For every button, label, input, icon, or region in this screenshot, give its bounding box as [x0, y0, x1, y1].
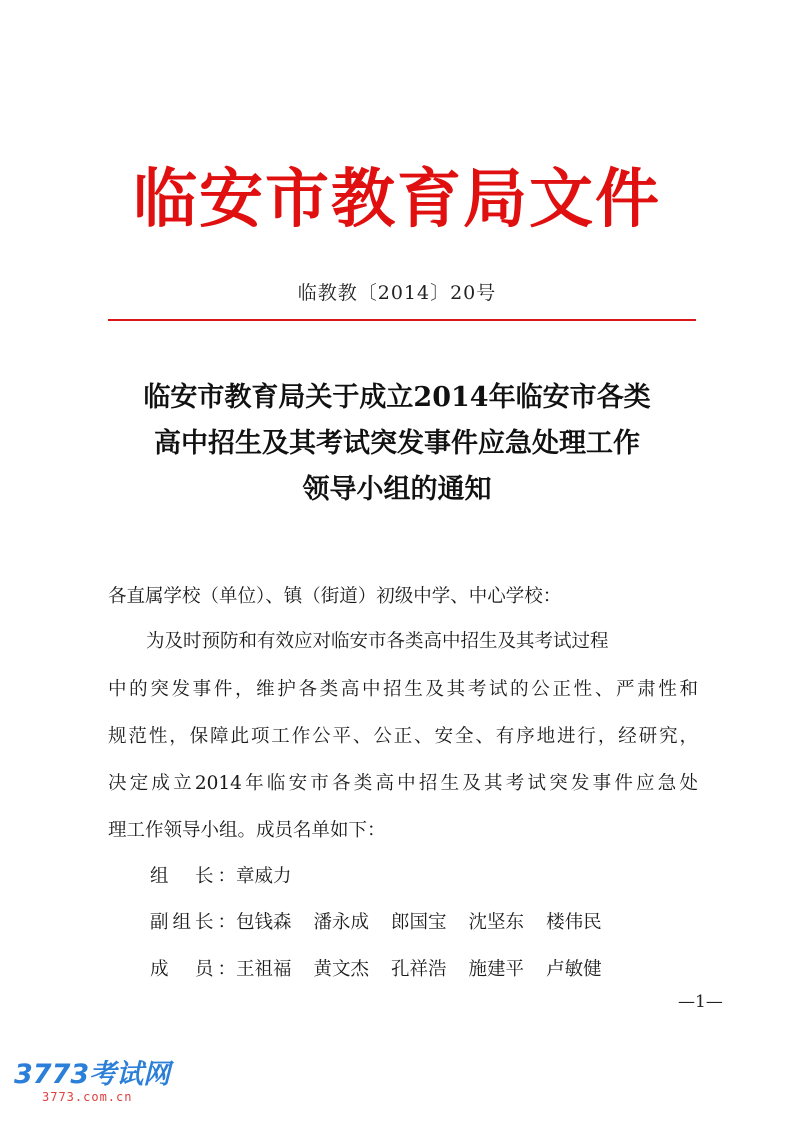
- document-header-title: 临安市教育局文件: [133, 162, 661, 237]
- watermark-url-text: 3773.com.cn: [42, 1090, 133, 1104]
- member-name: 楼伟民: [546, 912, 602, 933]
- member-name: 郎国宝: [391, 912, 447, 933]
- member-row-members: [150, 955, 624, 981]
- member-row-deputy: [150, 908, 624, 934]
- role-label: 成 员：: [150, 959, 236, 980]
- member-name: 施建平: [468, 959, 525, 980]
- paragraph-line-3: 规范性，保障此项工作公平、公正、安全、有序地进行，经研究，: [108, 726, 698, 747]
- member-name: 卢敏健: [546, 959, 602, 980]
- member-row-leader: [150, 862, 314, 888]
- notice-title: [0, 375, 794, 513]
- member-name: 王祖福: [236, 959, 292, 980]
- paragraph-line-5: 理工作领导小组。成员名单如下：: [108, 820, 386, 841]
- member-name: 潘永成: [313, 912, 370, 933]
- member-name: 黄文杰: [313, 959, 370, 980]
- notice-title-line-1: 临安市教育局关于成立2014年临安市各类: [143, 382, 651, 413]
- member-name: 沈坚东: [468, 912, 525, 933]
- role-label: 组 长：: [150, 866, 236, 887]
- paragraph-line-1: 为及时预防和有效应对临安市各类高中招生及其考试过程: [146, 631, 609, 652]
- member-name: 孔祥浩: [391, 959, 447, 980]
- member-name: 包钱森: [236, 912, 292, 933]
- document-number: 临教教〔2014〕20号: [297, 282, 497, 304]
- salutation: 各直属学校（单位）、镇（街道）初级中学、中心学校：: [108, 586, 562, 607]
- member-name: 章威力: [236, 866, 292, 887]
- watermark-main-text: 3773考试网: [14, 1059, 171, 1090]
- site-watermark-logo: [14, 1060, 184, 1110]
- paragraph-line-4: 决定成立2014年临安市各类高中招生及其考试突发事件应急处: [108, 773, 698, 794]
- paragraph-line-2: 中的突发事件，维护各类高中招生及其考试的公正性、严肃性和: [108, 679, 698, 700]
- page-number: —1—: [678, 992, 723, 1012]
- notice-title-line-2: 高中招生及其考试突发事件应急处理工作: [154, 428, 640, 459]
- header-red-rule: [108, 319, 696, 321]
- notice-title-line-3: 领导小组的通知: [302, 474, 492, 505]
- role-label: 副组长：: [150, 912, 236, 933]
